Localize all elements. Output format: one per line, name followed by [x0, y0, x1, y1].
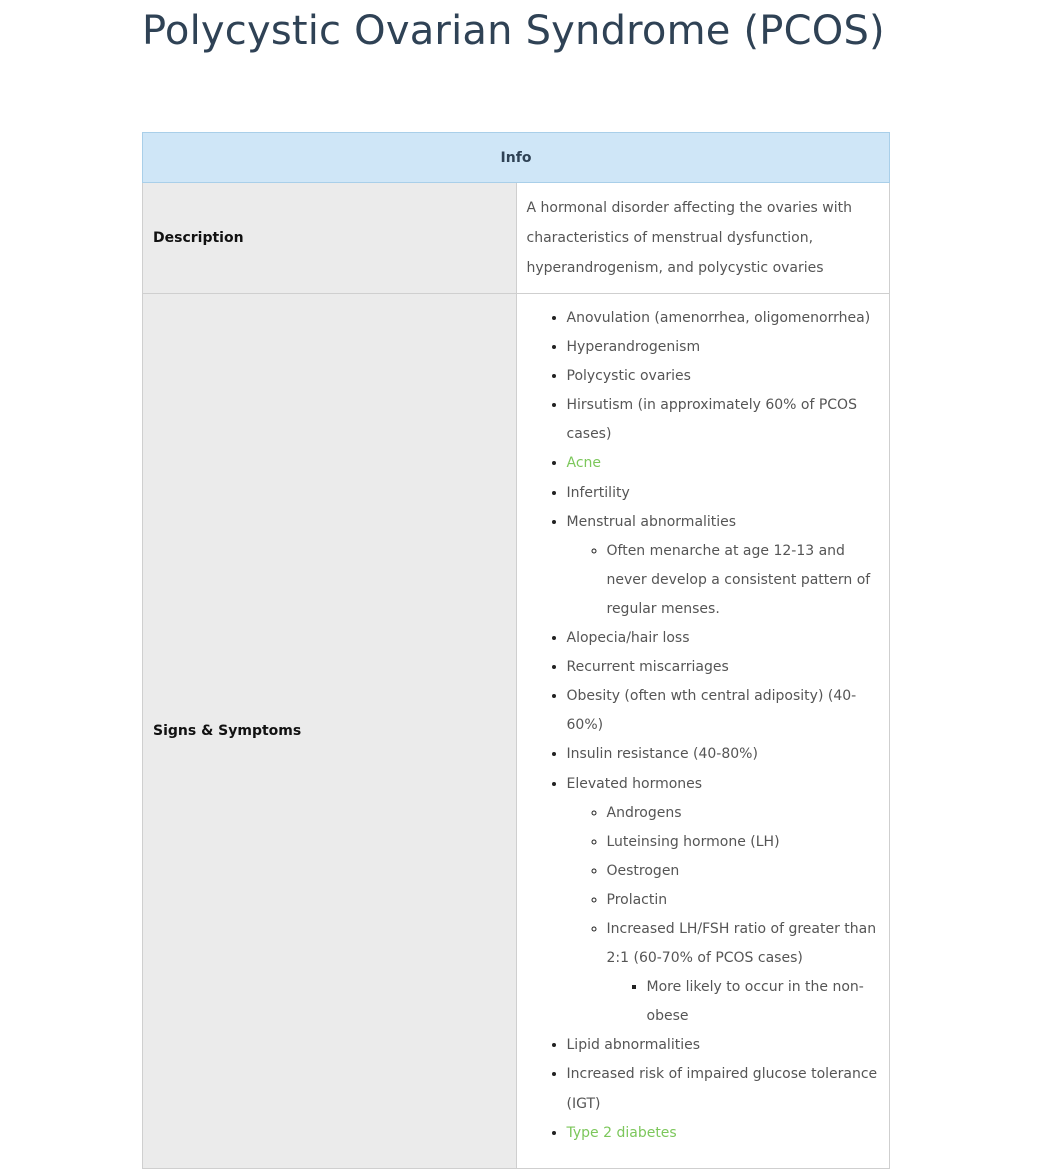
list-item-label: Elevated hormones [566, 775, 703, 792]
signs-symptoms-label: Signs & Symptoms [143, 294, 517, 1169]
list-item: • Recurrent miscarriages [567, 653, 880, 682]
table-row [143, 294, 890, 1169]
list-item: • Insulin resistance (40-80%) [567, 740, 880, 769]
description-value [516, 183, 890, 294]
list-item: • Polycystic ovaries [567, 362, 880, 391]
list-item-label: Menstrual abnormalities [566, 513, 737, 530]
list-item [567, 1119, 880, 1148]
list-item: • Hirsutism (in approximately 60% of PCOS cases) [567, 391, 880, 449]
list-item [567, 770, 880, 1032]
description-label: Description [143, 183, 517, 294]
sub-list-item-label: Increased LH/FSH ratio of greater than 2:1 (60-70% of PCOS cases) [606, 920, 877, 967]
sub-list-item: ◦ Luteinsing hormone (LH) [607, 828, 880, 857]
acne-link[interactable]: Acne [566, 455, 602, 472]
description-text: A hormonal disorder affecting the ovaries with characteristics of menstrual dysfunction, hyperandrogenism, and polycystic ovaries [526, 200, 853, 276]
table-header: Info [143, 133, 890, 183]
list-item: • Alopecia/hair loss [567, 624, 880, 653]
sub-list-item: ◦ Often menarche at age 12-13 and never develop a consistent pattern of regular menses. [607, 537, 880, 624]
sub-sub-list [607, 973, 880, 1031]
list-item [567, 449, 880, 478]
sub-list [567, 799, 880, 1032]
info-table [142, 132, 890, 1169]
signs-symptoms-value [516, 294, 890, 1169]
list-item: • Anovulation (amenorrhea, oligomenorrhea) [567, 304, 880, 333]
table-row [143, 183, 890, 294]
sub-sub-list-item: ▪ More likely to occur in the non-obese [647, 973, 880, 1031]
sub-list-item: ◦ Oestrogen [607, 857, 880, 886]
sub-list-item: ◦ Prolactin [607, 886, 880, 915]
sub-list [567, 537, 880, 624]
list-item: • Lipid abnormalities [567, 1031, 880, 1060]
sub-list-item: ◦ Androgens [607, 799, 880, 828]
list-item: • Infertility [567, 479, 880, 508]
symptoms-list [527, 304, 880, 1148]
list-item [567, 508, 880, 624]
page-title: Polycystic Ovarian Syndrome (PCOS) [142, 8, 885, 54]
table-header-row [143, 133, 890, 183]
type-2-diabetes-link[interactable]: Type 2 diabetes [566, 1124, 677, 1141]
list-item: • Obesity (often wth central adiposity) (40-60%) [567, 682, 880, 740]
list-item: • Increased risk of impaired glucose tolerance (IGT) [567, 1060, 880, 1118]
sub-list-item [607, 915, 880, 1031]
list-item: • Hyperandrogenism [567, 333, 880, 362]
